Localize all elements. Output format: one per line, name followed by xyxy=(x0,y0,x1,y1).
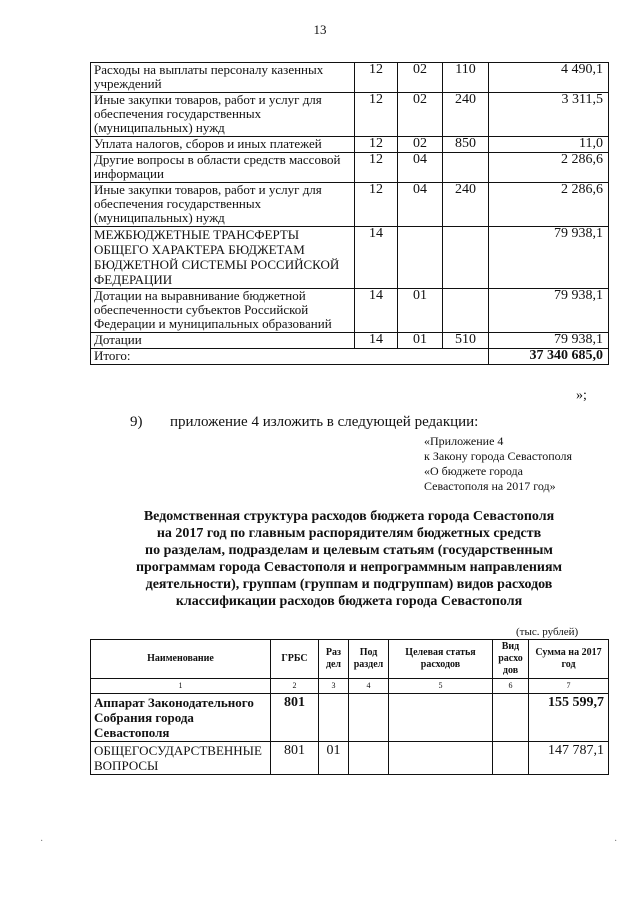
table-header xyxy=(91,640,609,679)
document-title xyxy=(90,508,608,610)
table-row xyxy=(91,227,609,289)
page-number: 13 xyxy=(313,22,327,37)
row-target-article xyxy=(389,742,493,775)
row-sum: 2 286,6 xyxy=(489,153,609,183)
row-expense-type xyxy=(493,742,529,775)
row-section xyxy=(319,694,349,742)
row-expense-type xyxy=(443,153,489,183)
column-number: 5 xyxy=(389,679,493,694)
row-sum: 79 938,1 xyxy=(489,227,609,289)
table-row xyxy=(91,63,609,93)
row-grbs: 801 xyxy=(271,694,319,742)
row-sum: 4 490,1 xyxy=(489,63,609,93)
table-row xyxy=(91,137,609,153)
appendix-line: «О бюджете города xyxy=(424,464,523,478)
row-name: Уплата налогов, сборов и иных платежей xyxy=(91,137,355,153)
row-subsection xyxy=(349,742,389,775)
table-row xyxy=(91,333,609,349)
table-row xyxy=(91,153,609,183)
row-section: 12 xyxy=(355,153,398,183)
table-row xyxy=(91,93,609,137)
header-target-article: Целевая статья расходов xyxy=(389,640,493,679)
row-section: 14 xyxy=(355,227,398,289)
closing-quote-mark: »; xyxy=(576,388,587,403)
row-expense-type: 240 xyxy=(443,183,489,227)
row-section: 12 xyxy=(355,183,398,227)
total-row xyxy=(91,349,609,365)
row-name: Иные закупки товаров, работ и услуг для обеспечения государственных (муниципальных) нужд xyxy=(91,183,355,227)
row-name: Аппарат Законодательного Собрания города Севастополя xyxy=(91,694,271,742)
table-row xyxy=(91,742,609,775)
header-grbs: ГРБС xyxy=(271,640,319,679)
header-expense-type: Вид расхо дов xyxy=(493,640,529,679)
title-line: по разделам, подразделам и целевым статьям (государственным xyxy=(145,543,553,558)
row-sum: 147 787,1 xyxy=(529,742,609,775)
title-line: Ведомственная структура расходов бюджета города Севастополя xyxy=(143,509,555,524)
row-section: 12 xyxy=(355,63,398,93)
row-grbs: 801 xyxy=(271,742,319,775)
table-row xyxy=(91,183,609,227)
header-section: Раз дел xyxy=(319,640,349,679)
title-line: классификации расходов бюджета города Севастополя xyxy=(175,594,523,609)
row-sum: 2 286,6 xyxy=(489,183,609,227)
row-subsection xyxy=(349,694,389,742)
expenses-table-continued xyxy=(90,62,609,365)
row-sum: 3 311,5 xyxy=(489,93,609,137)
row-expense-type: 110 xyxy=(443,63,489,93)
row-expense-type xyxy=(443,227,489,289)
title-line: на 2017 год по главным распорядителям бюджетных средств xyxy=(156,526,542,541)
row-subsection: 04 xyxy=(398,153,443,183)
amendment-number: 9) xyxy=(130,414,143,430)
column-number: 6 xyxy=(493,679,529,694)
row-subsection: 02 xyxy=(398,93,443,137)
row-section: 01 xyxy=(319,742,349,775)
column-number: 7 xyxy=(529,679,609,694)
title-line: программам города Севастополя и непрограммным направлениям xyxy=(135,560,563,575)
row-sum: 79 938,1 xyxy=(489,289,609,333)
amendment-text: приложение 4 изложить в следующей редакции: xyxy=(170,414,479,430)
row-subsection xyxy=(398,227,443,289)
row-name: Дотации xyxy=(91,333,355,349)
title-line: деятельности), группам (группам и подгруппам) видов расходов xyxy=(145,577,553,592)
total-label: Итого: xyxy=(91,349,489,365)
row-expense-type xyxy=(443,289,489,333)
row-subsection: 02 xyxy=(398,63,443,93)
row-subsection: 04 xyxy=(398,183,443,227)
row-name: Другие вопросы в области средств массовой информации xyxy=(91,153,355,183)
row-sum: 11,0 xyxy=(489,137,609,153)
row-name: Расходы на выплаты персоналу казенных учреждений xyxy=(91,63,355,93)
scan-speck: · xyxy=(40,836,44,847)
row-sum: 79 938,1 xyxy=(489,333,609,349)
appendix-reference xyxy=(424,434,572,494)
column-numbers-row xyxy=(91,679,609,694)
row-section: 14 xyxy=(355,333,398,349)
row-expense-type xyxy=(493,694,529,742)
row-section: 12 xyxy=(355,137,398,153)
appendix-line: «Приложение 4 xyxy=(424,434,504,448)
row-expense-type: 240 xyxy=(443,93,489,137)
row-name: Дотации на выравнивание бюджетной обеспеченности субъектов Российской Федерации и муниципальных образований xyxy=(91,289,355,333)
column-number: 1 xyxy=(91,679,271,694)
row-target-article xyxy=(389,694,493,742)
row-name: Иные закупки товаров, работ и услуг для обеспечения государственных (муниципальных) нужд xyxy=(91,93,355,137)
row-name: МЕЖБЮДЖЕТНЫЕ ТРАНСФЕРТЫ ОБЩЕГО ХАРАКТЕРА БЮДЖЕТАМ БЮДЖЕТНОЙ СИСТЕМЫ РОССИЙСКОЙ ФЕДЕРАЦИИ xyxy=(91,227,355,289)
row-subsection: 01 xyxy=(398,289,443,333)
header-sum: Сумма на 2017 год xyxy=(529,640,609,679)
header-subsection: Под раздел xyxy=(349,640,389,679)
column-number: 3 xyxy=(319,679,349,694)
departmental-structure-table xyxy=(90,639,609,775)
table-row xyxy=(91,694,609,742)
row-section: 14 xyxy=(355,289,398,333)
total-sum: 37 340 685,0 xyxy=(489,349,609,365)
row-sum: 155 599,7 xyxy=(529,694,609,742)
scan-speck: · xyxy=(614,836,618,847)
row-expense-type: 510 xyxy=(443,333,489,349)
unit-label: (тыс. рублей) xyxy=(516,626,579,638)
row-expense-type: 850 xyxy=(443,137,489,153)
table-row xyxy=(91,289,609,333)
amendment-item xyxy=(130,414,479,431)
header-name: Наименование xyxy=(91,640,271,679)
row-subsection: 01 xyxy=(398,333,443,349)
column-number: 2 xyxy=(271,679,319,694)
column-number: 4 xyxy=(349,679,389,694)
appendix-line: Севастополя на 2017 год» xyxy=(424,479,556,493)
row-name: ОБЩЕГОСУДАРСТВЕННЫЕ ВОПРОСЫ xyxy=(91,742,271,775)
row-section: 12 xyxy=(355,93,398,137)
appendix-line: к Закону города Севастополя xyxy=(424,449,573,463)
row-subsection: 02 xyxy=(398,137,443,153)
